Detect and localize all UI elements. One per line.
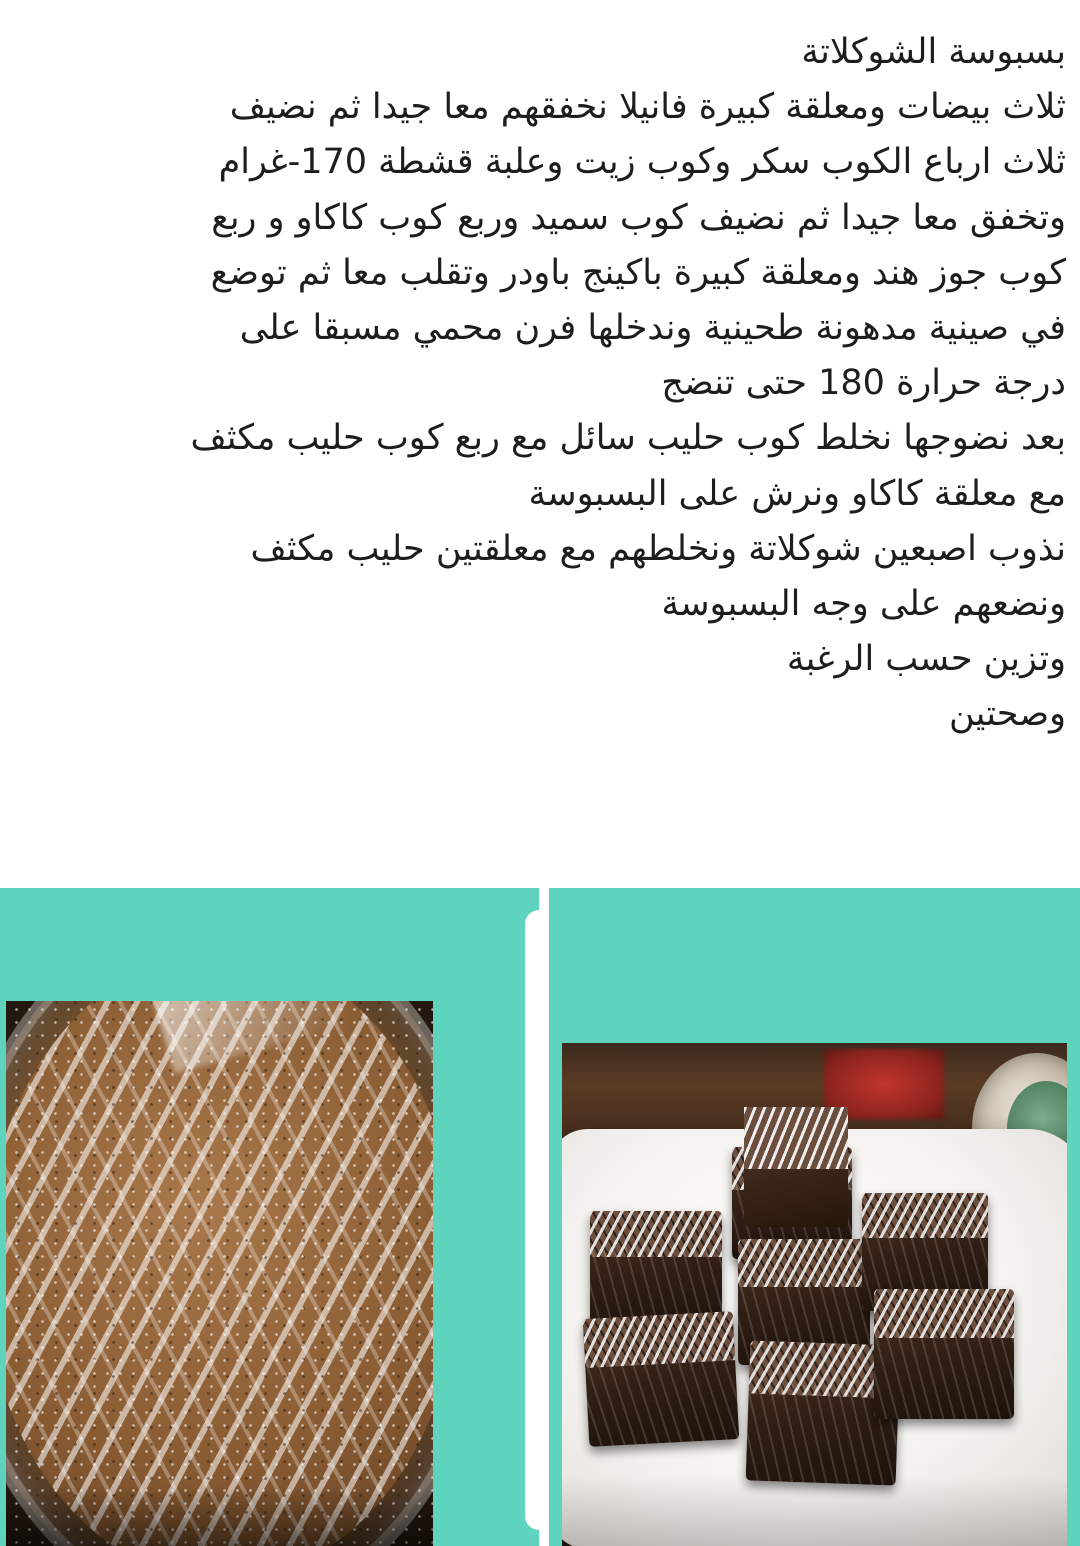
recipe-line: كوب جوز هند ومعلقة كبيرة باكينج باودر وتقلب معا ثم توضع — [210, 252, 1066, 293]
cake-square — [744, 1107, 848, 1227]
photo-bottom-shading — [6, 1486, 433, 1546]
photo-basbousa-squares-plate[interactable] — [549, 888, 1080, 1546]
glass-pan-rim — [6, 1001, 433, 1546]
recipe-line: وصحتين — [949, 694, 1066, 735]
recipe-line: نذوب اصبعين شوكلاتة ونخلطهم مع معلقتين حليب مكثف — [250, 528, 1066, 569]
cake-square — [874, 1289, 1014, 1419]
recipe-line: درجة حرارة 180 حتى تنضج — [661, 363, 1066, 404]
recipe-title: بسبوسة الشوكلاتة — [801, 32, 1066, 72]
photo-basbousa-glass-pan-image — [6, 1001, 433, 1546]
image-gallery — [0, 888, 1080, 1546]
recipe-line: وتزين حسب الرغبة — [786, 639, 1066, 680]
cake-square — [583, 1311, 739, 1447]
recipe-line: وتخفق معا جيدا ثم نضيف كوب سميد وربع كوب كاكاو و ربع — [211, 197, 1066, 238]
recipe-line: ونضعهم على وجه البسبوسة — [661, 583, 1066, 624]
recipe-line: ثلاث بيضات ومعلقة كبيرة فانيلا نخفقهم معا جيدا ثم نضيف — [229, 87, 1066, 128]
recipe-line: بعد نضوجها نخلط كوب حليب سائل مع ربع كوب حليب مكثف — [190, 418, 1066, 459]
recipe-line: مع معلقة كاكاو ونرش على البسبوسة — [528, 473, 1066, 514]
recipe-line: في صينية مدهونة طحينية وندخلها فرن محمي مسبقا على — [239, 307, 1066, 348]
recipe-text-block — [0, 0, 1080, 741]
photo-bottom-shading — [562, 1476, 1067, 1546]
recipe-line: ثلاث ارباع الكوب سكر وكوب زيت وعلبة قشطة 170-غرام — [218, 142, 1066, 183]
photo-basbousa-squares-plate-image — [562, 1043, 1067, 1546]
photo-basbousa-glass-pan[interactable] — [0, 888, 539, 1546]
